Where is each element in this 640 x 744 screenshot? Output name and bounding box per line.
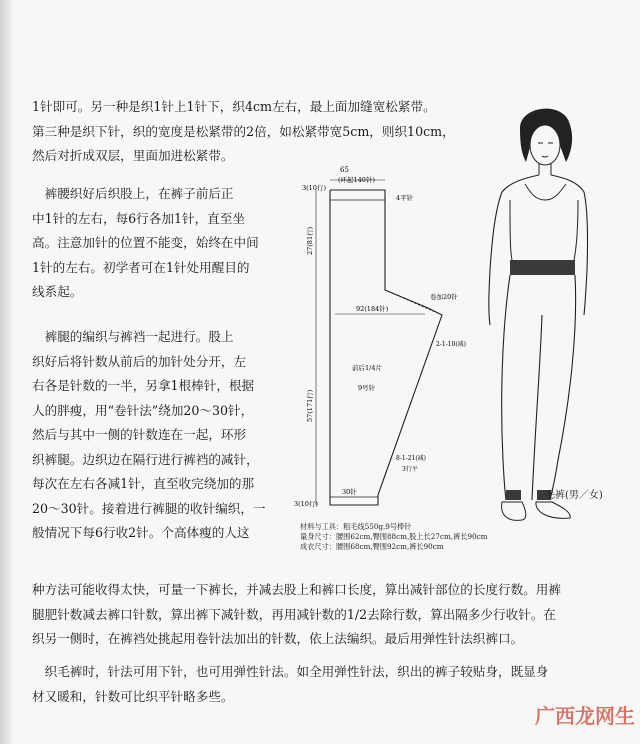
top-stitches-label: (环起140针): [338, 176, 375, 184]
text-line: 然后对折成双层，里面加进松紧带。: [32, 148, 234, 163]
text-line: 材又暖和，针数可比织平针略多些。: [32, 688, 234, 704]
text-line: 般情况下每6行收2针。个高体瘦的人这: [32, 525, 250, 540]
text-line: 然后与其中一侧的针数连在一起，环形: [32, 427, 247, 442]
text-line: 第三种是织下针，织的宽度是松紧带的2倍，如松紧带宽5cm，则织10cm，: [32, 123, 455, 139]
face-shape: [530, 125, 560, 165]
waistband-shape: [510, 260, 575, 275]
decrease-top-label: 2-1-10(减): [436, 341, 467, 348]
figure-caption: 毛裤(男／女): [545, 490, 603, 501]
text-line: 人的胖瘦，用“卷针法”绕加20～30针，: [32, 402, 254, 418]
decrease-bottom-label: 8-1-21(减): [396, 455, 427, 462]
text-line: 裤腿的编织与裤裆一起进行。股上: [32, 329, 234, 344]
text-line: 织好后将针数从前后的加针处分开，左: [32, 353, 247, 369]
rib-rows-label: 3(10行): [302, 184, 326, 192]
left-shoe: [502, 502, 526, 520]
neck-shape: [539, 164, 551, 175]
upper-rows-label: 27(81行): [306, 226, 314, 255]
rib-label: 4平针: [396, 194, 414, 202]
top-width-label: 65: [340, 166, 349, 174]
text-line: 线系起。: [32, 284, 83, 299]
text-line: 每次在左右各减1针，直至收完绕加的那: [32, 476, 255, 491]
right-shoe: [536, 502, 570, 518]
decrease-rows-label: 3行平: [402, 466, 418, 473]
text-line: 1针的左右。初学者可在1针处用醒目的: [32, 259, 250, 275]
text-line: 种方法可能收得太快，可量一下裤长，并减去股上和裤口长度，算出减针部位的长度行数。用裤: [32, 582, 561, 597]
paragraph-crotch-increase: [32, 182, 282, 305]
left-cuff: [506, 490, 521, 500]
paragraph-decrease-calc: [32, 578, 612, 652]
text-line: 织毛裤时，针法可用下针，也可用弹性针法。如全用弹性针法，织出的裤子较贴身，既显身: [32, 664, 549, 679]
materials-line: 材料与工具：粗毛线550g,9号棒针: [300, 522, 412, 531]
text-line: 高。注意加针的位置不能变，始终在中间: [32, 235, 259, 250]
paragraph-waistband-methods: [32, 95, 472, 169]
note-quarter-piece: 前后1/4片: [352, 364, 382, 372]
site-watermark: 广西龙网生: [535, 704, 635, 728]
text-line: 右各是针数的一半，另拿1根棒针，根据: [32, 378, 255, 393]
bottom-rows-label: 3(10行): [294, 500, 318, 508]
legs-outline: [502, 275, 576, 500]
increase-note: 卷加20针: [430, 293, 458, 301]
page-spine-shadow: [0, 0, 14, 744]
materials-block: [300, 522, 487, 552]
paragraph-stitch-choice: [32, 660, 612, 709]
neckline: [525, 184, 566, 200]
text-line: 腿肥针数减去裤口针数，算出裤下减针数，再用减针数的1/2去除行数，算出隔多少行收针。在: [32, 606, 557, 622]
lower-rows-label: 57(171行): [306, 389, 314, 422]
note-needle: 9号针: [358, 384, 376, 392]
materials-line: 量身尺寸：腰围62cm,臀围88cm,股上长27cm,裤长90cm: [300, 532, 488, 541]
paragraph-leg-knitting: [32, 325, 282, 546]
mid-width-label: 92(184针): [356, 305, 389, 313]
text-line: 织另一侧时，在裤裆处挑起用卷针法加出的针数，依上法编织。最后用弹性针法织裤口。: [32, 631, 524, 646]
model-figure-illustration: [440, 100, 615, 530]
torso-outline: [510, 200, 578, 260]
text-line: 中1针的左右，每6行各加1针，直至坐: [32, 210, 245, 226]
text-line: 1针即可。另一种是织1针上1针下，织4cm左右，最上面加缝宽松紧带。: [32, 99, 436, 114]
text-line: 裤腰织好后织股上，在裤子前后正: [32, 186, 234, 201]
bottom-width-label: 30针: [342, 488, 357, 496]
text-line: 织裤腿。边织边在隔行进行裤裆的减针，: [32, 451, 259, 467]
arms-outline: [489, 175, 588, 325]
text-line: 20～30针。接着进行裤腿的收针编织，一: [32, 500, 266, 516]
materials-line: 成衣尺寸：腰围68cm,臀围92cm,裤长90cm: [300, 542, 444, 551]
